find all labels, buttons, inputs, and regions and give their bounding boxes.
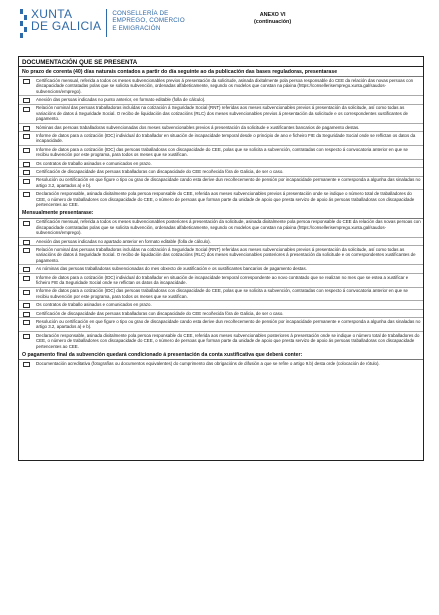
document-item-text: Certificación mensual, referida a todos os meses subvencionables posteriores á presentación da solicitude, asinada dixitalmente pola persoa responsable do CEE da relación das novas persoas con discapacidade contratadas polas que se solicita subvención, ordenadas alfabeticamente, segundo os modelos que constan na páxina (https://consellerisemprego.xunta.gal/saudos-subvencions/emprego).: [36, 219, 421, 236]
documentation-frame: [18, 56, 424, 461]
document-checkbox[interactable]: [23, 179, 30, 184]
document-item: [19, 177, 423, 191]
document-item: [19, 160, 423, 168]
document-item: [19, 124, 423, 132]
document-checkbox[interactable]: [23, 362, 30, 367]
xunta-emblem-icon: [19, 8, 27, 38]
document-checkbox[interactable]: [23, 320, 30, 325]
document-item: [19, 168, 423, 176]
document-item-text: Os contratos de traballo asinados e comunicados en prazo.: [36, 302, 152, 308]
document-item: [19, 301, 423, 309]
document-item-text: Certificación de discapacidade das persoas traballadoras con discapacidade do CEE recoñecida fóra de Galicia, de ser o caso.: [36, 310, 284, 316]
document-item-text: Certificación de discapacidade das persoas traballadoras con discapacidade do CEE recoñecida fóra de Galicia, de ser o caso.: [36, 168, 284, 174]
department-line-3: E EMIGRACIÓN: [112, 24, 161, 32]
section-monthly-heading: Mensualmente presentarase:: [19, 209, 423, 219]
document-item: [19, 274, 423, 288]
document-checkbox[interactable]: [23, 79, 30, 84]
department-line-1: CONSELLERÍA DE: [112, 10, 169, 17]
section-initial-deadline-list: [19, 77, 423, 209]
logo-divider: [106, 9, 107, 37]
document-item-text: Relación nominal das persoas traballadoras incluídas na cotización á Seguridade Social (RNT) referidas aos meses subvencionables previos á presentación da solicitude, así como todas as variacións de datos á Seguridade Social. O recibo de liquidación das cotizacións (RLC) dos meses subvencionables previos á presentación da solicitude e os correspondentes xustificantes de pagamento.: [36, 105, 408, 122]
page-header: [19, 6, 420, 44]
document-item-text: Resolución ou certificación en que figure o tipo ou grao de discapacidade cando esta derive dun recoñecemento de pensión por incapacidade permanente e corresponda a algunha das sinaladas no artigo 3.2, apartados a) e b).: [36, 318, 421, 330]
department-name: [112, 8, 185, 32]
document-item: [19, 190, 423, 208]
document-item: [19, 318, 423, 332]
document-item: [19, 96, 423, 104]
document-item: [19, 77, 423, 96]
document-item: [19, 265, 423, 273]
document-item-text: Informe de datos para a cotización (IDC) das persoas traballadoras con discapacidade do CEE, polas que se solicita a subvención, contratadas con respecto á convocatoria anterior en que se recibiu subvención por este programa, para todos os meses que se xustifican.: [36, 288, 408, 299]
document-item: [19, 310, 423, 318]
document-item-text: Declaración responsable, asinada dixitalmente pola persoa responsable do CEE, referida aos meses subvencionables posteriores á presentación onde se indique o número total de traballadores do CEE, o número de traballadores con discapacidade do CEE, o número de persoas que forman parte da unidade de apoio que presta servizo de apoio ás persoas traballadoras con discapacidade pertencentes ao CEE.: [36, 332, 420, 349]
document-checkbox[interactable]: [23, 334, 30, 339]
document-item-text: Declaración responsable, asinada dixitalmente pola persoa responsable do CEE, referida aos meses subvencionables previos á presentación onde se indique o número total de traballadores do CEE, o número de traballadores con discapacidade do CEE, o número de persoas que forman parte da unidade de apoio que presta servizo de apoio ás persoas traballadoras con discapacidade pertencentes ao CEE.: [36, 191, 415, 207]
document-checkbox[interactable]: [23, 107, 30, 112]
document-item-text: Os contratos de traballo asinados e comunicados en prazo.: [36, 160, 152, 166]
document-checkbox[interactable]: [23, 221, 30, 226]
logo-line-2: DE GALICIA: [31, 19, 102, 33]
document-checkbox[interactable]: [23, 276, 30, 281]
section-final-payment-list: [19, 360, 423, 367]
section-monthly-list: [19, 219, 423, 351]
document-item-text: Informe de datos para a cotización (IDC) das persoas traballadoras con discapacidade do CEE, polas que se solicita a subvención, contratadas con respecto á convocatoria anterior en que se recibiu subvención por este programa, para todos os meses que se xustifican.: [36, 146, 408, 158]
document-item-text: Relación nominal das persoas traballadoras incluídas na cotización á Seguridade Social (RNT) referidas aos meses subvencionables previos á presentación da solicitude, así como todas as variacións de datos á Seguridade Social. O recibo de liquidación das cotizacións (RLC) dos meses subvencionables posteriores á presentación da solicitude e os correspondentes xustificantes de pagamento.: [36, 246, 416, 263]
document-item-text: As nóminas das persoas traballadoras subvencionadas do mes obxecto de xustificación e os xustificantes bancarios de pagamento destas.: [36, 266, 307, 272]
document-item-text: Nóminas das persoas traballadoras subvencionadas dos meses subvencionables previos á presentación da solicitude e xustificantes bancarios de pagamento destas.: [36, 124, 360, 130]
xunta-logo: [19, 8, 185, 38]
document-checkbox[interactable]: [23, 126, 30, 131]
document-checkbox[interactable]: [23, 248, 30, 253]
logo-line-1: XUNTA: [31, 7, 73, 21]
document-checkbox[interactable]: [23, 98, 30, 103]
annex-label: [254, 12, 291, 26]
document-item: [19, 360, 423, 367]
document-item-text: Anexión das persoas indicadas no punto anterior, en formato editable (folla de cálculo).: [36, 97, 206, 102]
annex-title: ANEXO VI: [259, 12, 286, 18]
document-item-text: Informe de datos para a cotización (IDC) individual do traballador en situación de incapacidade temporal desde o principio de ano e ficheiro FIE da Seguridade Social onde se reflictan os datos da incapacidade.: [36, 132, 416, 144]
document-item: [19, 146, 423, 160]
document-checkbox[interactable]: [23, 162, 30, 167]
document-checkbox[interactable]: [23, 192, 30, 197]
documentation-title: DOCUMENTACIÓN QUE SE PRESENTA: [19, 57, 423, 67]
document-checkbox[interactable]: [23, 303, 30, 308]
section-final-payment-heading: O pagamento final da subvención quedará condicionado á presentación da conta xustificativa que deberá conter:: [19, 350, 423, 360]
document-checkbox[interactable]: [23, 290, 30, 295]
document-item: [19, 238, 423, 246]
section-initial-deadline-heading: No prazo de corenta (40) días naturais contados a partir do día seguinte ao da publicación das bases reguladoras, presentarase: [19, 67, 423, 77]
document-item: [19, 288, 423, 302]
document-checkbox[interactable]: [23, 170, 30, 175]
document-item: [19, 246, 423, 265]
document-checkbox[interactable]: [23, 240, 30, 245]
document-item: [19, 132, 423, 146]
document-item-text: Resolución ou certificación en que figure o tipo ou grao de discapacidade cando esta derive dun recoñecemento de pensión por incapacidade permanente e corresponda a algunha das sinaladas no artigo 3.2, apartados a) e b).: [36, 177, 421, 188]
document-item: [19, 219, 423, 238]
document-item-text: Informe de datos para a cotización (IDC) individual do traballador en situación de incapacidade temporal correspondente ao novo contratado que se realizan no mes que se estea a xustificar e ficheiro FIE da Seguridade Social onde se reflictan os datos da incapacidade.: [36, 274, 409, 285]
document-checkbox[interactable]: [23, 134, 30, 139]
annex-subtitle: (continuación): [254, 19, 292, 25]
document-checkbox[interactable]: [23, 267, 30, 272]
document-item-text: Certificación mensual, referida a todos os meses subvencionables previos á presentación da solicitude, asinada dixitalmente pola persoa responsable do CEE da relación das novas persoas con discapacidade contratadas polas que se solicita subvención, ordenadas alfabeticamente, segundo os modelos que constan na páxina (https://consellerisemprego.xunta.gal/saudos-subvencions/emprego).: [36, 77, 414, 94]
document-item: [19, 105, 423, 124]
document-checkbox[interactable]: [23, 148, 30, 153]
document-item: [19, 332, 423, 350]
document-item-text: Anexión das persoas indicadas no apartado anterior en formato editable (folla de cálculo).: [36, 238, 211, 244]
department-line-2: EMPREGO, COMERCIO: [112, 17, 185, 25]
document-checkbox[interactable]: [23, 312, 30, 317]
logo-wordmark: [31, 8, 101, 32]
document-item-text: Documentación acreditativa (fotografías ou documentos equivalentes) do cumprimento das obrigacións de difusión a que se refire o artigo 9.b) desta orde (colocación de rótulo).: [36, 360, 380, 366]
